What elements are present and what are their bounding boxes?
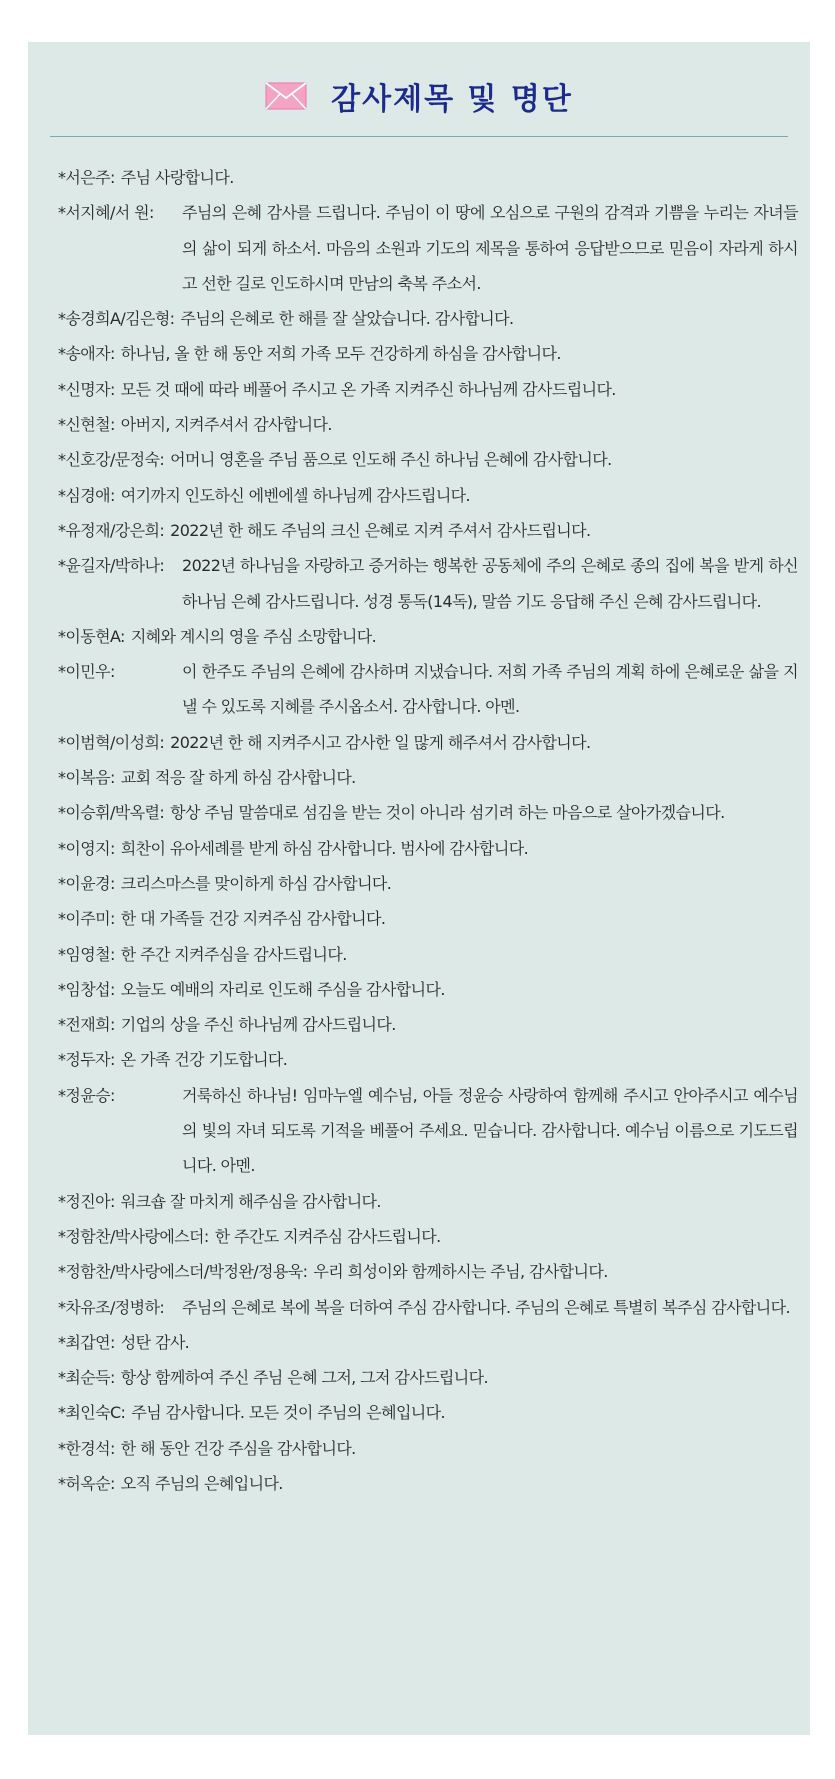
entry-text: 오직 주님의 은혜입니다. — [120, 1473, 283, 1493]
list-item — [58, 1219, 798, 1254]
list-item — [58, 301, 798, 336]
entry-text: 주님의 은혜로 한 해를 잘 살았습니다. 감사합니다. — [180, 309, 514, 329]
list-item — [58, 1184, 798, 1219]
entry-name: *이범혁/이성희: — [58, 732, 165, 752]
list-item — [58, 442, 798, 477]
list-item — [58, 478, 798, 513]
page-header — [28, 70, 810, 122]
entry-text: 한 해 동안 건강 주심을 감사합니다. — [120, 1438, 356, 1458]
entry-text: 이 한주도 주님의 은혜에 감사하며 지냈습니다. 저희 가족 주님의 계획 하에 은혜로운 삶을 지낼 수 있도록 지혜를 주시옵소서. 감사합니다. 아멘. — [182, 662, 798, 717]
entry-name: *이동현A: — [58, 626, 125, 646]
entry-text: 주님의 은혜 감사를 드립니다. 주님이 이 땅에 오심으로 구원의 감격과 기쁨을 누리는 자녀들의 삶이 되게 하소서. 마음의 소원과 기도의 제목을 통하여 응답받으므로 믿음이 자라게 하시고 선한 길로 인도하시며 만남의 축복 주소서. — [182, 203, 798, 293]
list-item — [58, 901, 798, 936]
entry-name: *임영철: — [58, 944, 115, 964]
entry-text: 크리스마스를 맞이하게 하심 감사합니다. — [120, 873, 392, 893]
entry-name: *정진아: — [58, 1191, 115, 1211]
entry-name: *이민우: — [58, 662, 115, 682]
entry-name: *유정재/강은희: — [58, 520, 165, 540]
header-divider — [50, 136, 788, 137]
list-item — [58, 619, 798, 654]
list-item — [58, 160, 798, 195]
list-item — [58, 1078, 798, 1184]
entry-name: *임창섭: — [58, 979, 115, 999]
thanks-panel — [28, 42, 810, 1735]
entry-name: *최갑연: — [58, 1332, 115, 1352]
entry-text: 우리 희성이와 함께하시는 주님, 감사합니다. — [313, 1262, 608, 1282]
entry-text: 모든 것 때에 따라 베풀어 주시고 온 가족 지켜주신 하나님께 감사드립니다. — [120, 379, 616, 399]
entry-text: 지혜와 계시의 영을 주심 소망합니다. — [130, 626, 377, 646]
entry-text: 2022년 하나님을 자랑하고 증거하는 행복한 공동체에 주의 은혜로 종의 집에 복을 받게 하신 하나님 은혜 감사드립니다. 성경 통독(14독), 말씀 기도 응답해 주신 은혜 감사드립니다. — [182, 556, 798, 611]
list-item — [58, 195, 798, 301]
list-item — [58, 407, 798, 442]
page-title: 감사제목 및 명단 — [331, 82, 573, 117]
entry-name: *서지혜/서 원: — [58, 203, 154, 223]
entry-name: *이복음: — [58, 768, 115, 788]
entry-text: 오늘도 예배의 자리로 인도해 주심을 감사합니다. — [120, 979, 445, 999]
entry-text: 어머니 영혼을 주님 품으로 인도해 주신 하나님 은혜에 감사합니다. — [170, 450, 612, 470]
entry-text: 주님의 은혜로 복에 복을 더하여 주심 감사합니다. 주님의 은혜로 특별히 복주심 감사합니다. — [182, 1297, 790, 1317]
entry-text: 온 가족 건강 기도합니다. — [120, 1050, 288, 1070]
entry-name: *신명자: — [58, 379, 115, 399]
list-item — [58, 1042, 798, 1077]
list-item — [58, 372, 798, 407]
entry-name: *허옥순: — [58, 1473, 115, 1493]
entry-name: *이영지: — [58, 838, 115, 858]
entry-name: *이주미: — [58, 909, 115, 929]
entry-name: *전재희: — [58, 1015, 115, 1035]
entry-name: *한경석: — [58, 1438, 115, 1458]
entry-name: *윤길자/박하나: — [58, 556, 165, 576]
list-item — [58, 1466, 798, 1501]
entry-name: *정두자: — [58, 1050, 115, 1070]
entry-text: 항상 함께하여 주신 주님 은혜 그저, 그저 감사드립니다. — [120, 1368, 488, 1388]
list-item — [58, 937, 798, 972]
list-item — [58, 1254, 798, 1289]
entry-text: 아버지, 지켜주셔서 감사합니다. — [120, 415, 332, 435]
entry-name: *이승휘/박옥렬: — [58, 803, 165, 823]
list-item — [58, 1395, 798, 1430]
list-item — [58, 654, 798, 725]
entry-name: *최순득: — [58, 1368, 115, 1388]
entry-name: *정윤승: — [58, 1085, 115, 1105]
list-item — [58, 1007, 798, 1042]
entry-text: 2022년 한 해도 주님의 크신 은혜로 지켜 주셔서 감사드립니다. — [170, 520, 591, 540]
list-item — [58, 548, 798, 619]
list-item — [58, 725, 798, 760]
entry-text: 성탄 감사. — [120, 1332, 190, 1352]
list-item — [58, 795, 798, 830]
entry-name: *신현철: — [58, 415, 115, 435]
entry-name: *최인숙C: — [58, 1403, 126, 1423]
list-item — [58, 1431, 798, 1466]
entry-text: 2022년 한 해 지켜주시고 감사한 일 많게 해주셔서 감사합니다. — [170, 732, 591, 752]
list-item — [58, 972, 798, 1007]
entry-text: 항상 주님 말씀대로 섬김을 받는 것이 아니라 섬기려 하는 마음으로 살아가겠습니다. — [170, 803, 725, 823]
entry-text: 기업의 상을 주신 하나님께 감사드립니다. — [120, 1015, 396, 1035]
entry-text: 한 대 가족들 건강 지켜주심 감사합니다. — [120, 909, 386, 929]
entry-text: 여기까지 인도하신 에벤에셀 하나님께 감사드립니다. — [120, 485, 471, 505]
entry-text: 거룩하신 하나님! 임마누엘 예수님, 아들 정윤승 사랑하여 함께해 주시고 안아주시고 예수님의 빛의 자녀 되도록 기적을 베풀어 주세요. 믿습니다. 감사합니다. 예수님 이름으로 기도드립니다. 아멘. — [182, 1085, 798, 1176]
entry-name: *정함찬/박사랑에스더/박정완/정용욱: — [58, 1262, 308, 1282]
entry-text: 워크숍 잘 마치게 해주심을 감사합니다. — [120, 1191, 381, 1211]
list-item — [58, 831, 798, 866]
entry-text: 희찬이 유아세례를 받게 하심 감사합니다. 범사에 감사합니다. — [120, 838, 529, 858]
entry-name: *정함찬/박사랑에스더: — [58, 1226, 209, 1246]
entry-name: *심경애: — [58, 485, 115, 505]
entry-name: *이윤경: — [58, 873, 115, 893]
list-item — [58, 760, 798, 795]
entry-name: *신호강/문정숙: — [58, 450, 165, 470]
entry-text: 한 주간 지켜주심을 감사드립니다. — [120, 944, 347, 964]
list-item — [58, 866, 798, 901]
entry-text: 주님 사랑합니다. — [120, 168, 234, 187]
entry-text: 하나님, 올 한 해 동안 저희 가족 모두 건강하게 하심을 감사합니다. — [120, 344, 561, 364]
list-item — [58, 336, 798, 371]
entry-name: *서은주: — [58, 168, 115, 187]
entry-name: *송애자: — [58, 344, 115, 364]
list-item — [58, 513, 798, 548]
list-item — [58, 1325, 798, 1360]
entry-name: *송경희A/김은형: — [58, 309, 175, 329]
list-item — [58, 1360, 798, 1395]
entry-text: 교회 적응 잘 하게 하심 감사합니다. — [120, 768, 356, 788]
entry-name: *차유조/정병하: — [58, 1297, 165, 1317]
entry-text: 한 주간도 지켜주심 감사드립니다. — [214, 1226, 441, 1246]
thanks-list — [58, 160, 798, 1501]
entry-text: 주님 감사합니다. 모든 것이 주님의 은혜입니다. — [131, 1403, 446, 1423]
envelope-icon — [265, 81, 307, 111]
list-item — [58, 1290, 798, 1325]
